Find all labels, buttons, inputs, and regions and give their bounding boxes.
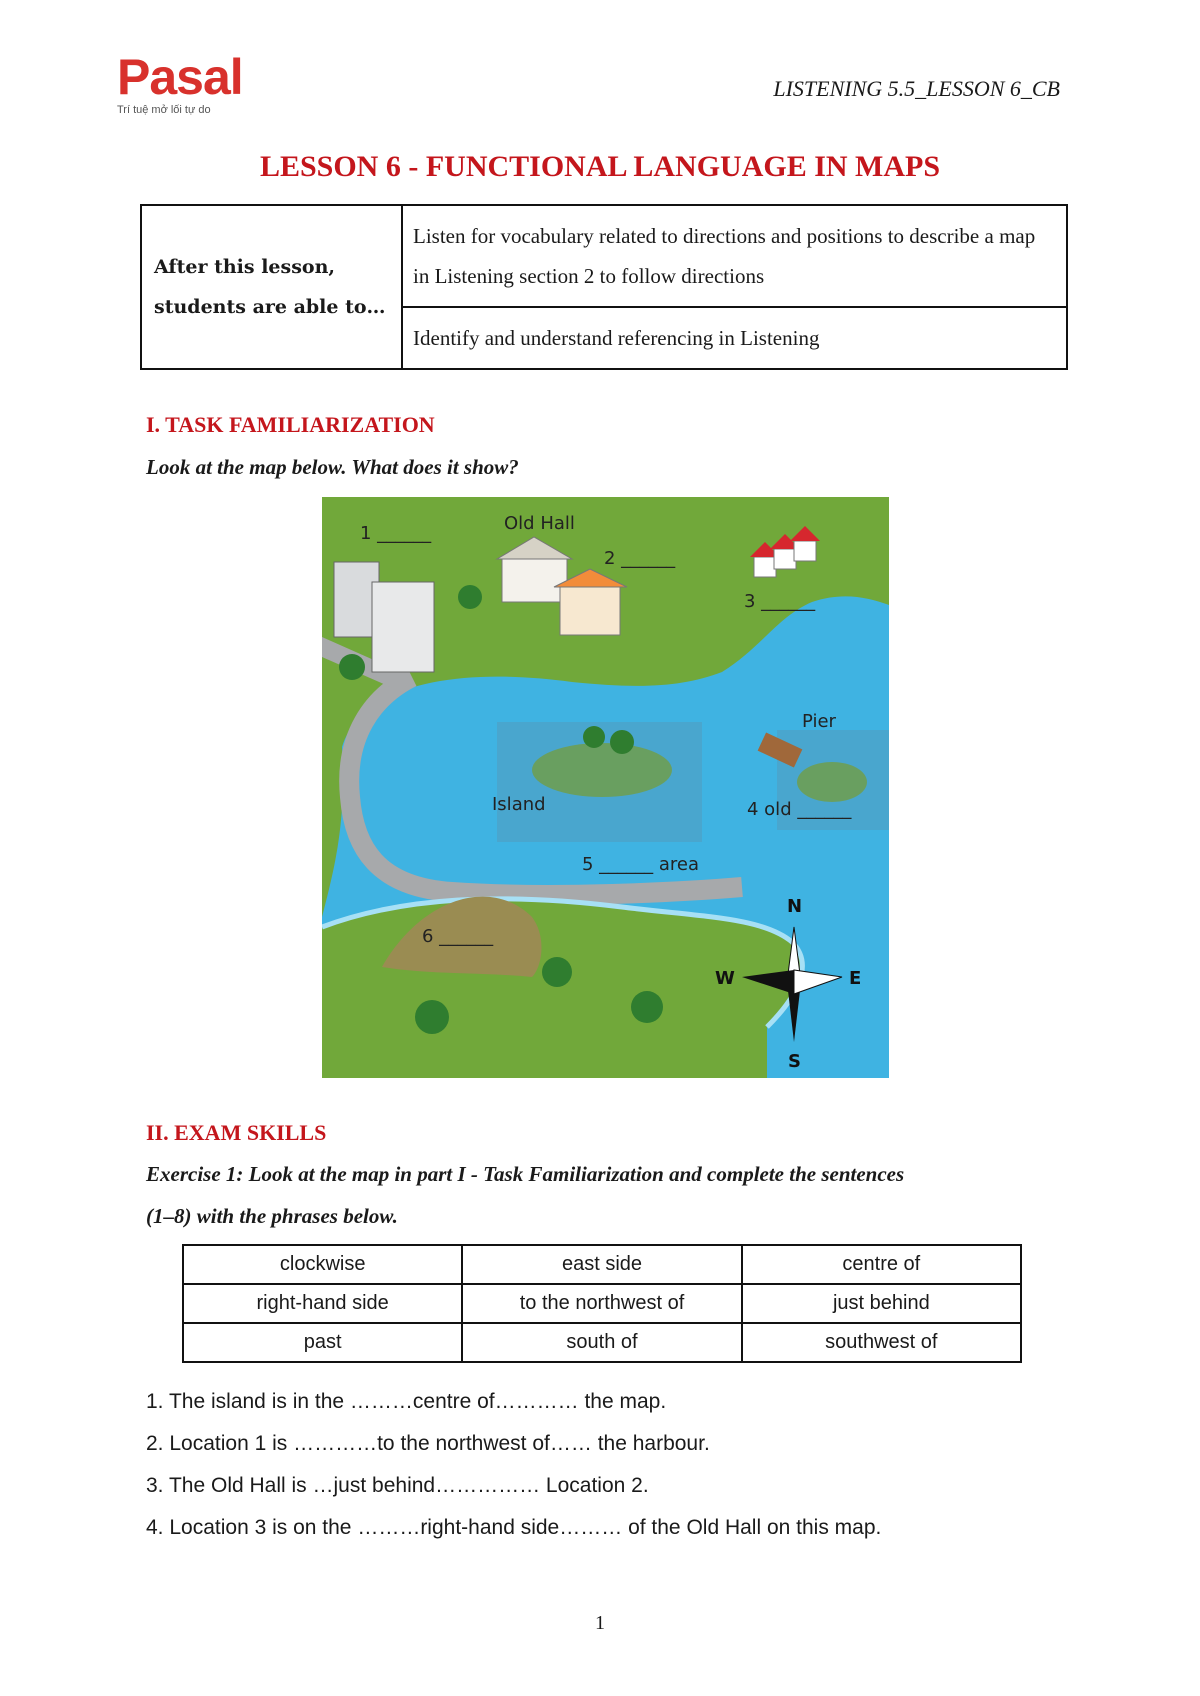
objective-item: Listen for vocabulary related to directions and positions to describe a map in Listening section 2 to follow directions bbox=[402, 205, 1067, 307]
phrase-cell: to the northwest of bbox=[462, 1284, 741, 1323]
compass-n: N bbox=[787, 896, 803, 917]
sentence-4: 4. Location 3 is on the ………right-hand side……… of the Old Hall on this map. bbox=[146, 1516, 882, 1539]
phrase-cell: east side bbox=[462, 1245, 741, 1284]
phrase-cell: just behind bbox=[742, 1284, 1021, 1323]
phrases-table bbox=[182, 1244, 1022, 1363]
logo-tagline: Trí tuệ mở lối tự do bbox=[117, 104, 211, 116]
map-label-old-hall: Old Hall bbox=[504, 513, 575, 534]
objectives-lead: After this lesson, students are able to… bbox=[141, 205, 402, 369]
lesson-title: LESSON 6 - FUNCTIONAL LANGUAGE IN MAPS bbox=[259, 150, 941, 183]
objective-item: Identify and understand referencing in Listening bbox=[402, 307, 1067, 369]
orange-building bbox=[560, 585, 620, 635]
map-label-1: 1 ______ bbox=[360, 523, 432, 544]
map-illustration bbox=[322, 497, 889, 1078]
exercise-instruction-line2: (1–8) with the phrases below. bbox=[146, 1204, 398, 1228]
phrase-cell: centre of bbox=[742, 1245, 1021, 1284]
map-label-5: 5 ______ area bbox=[582, 854, 700, 875]
phrase-cell: past bbox=[183, 1323, 462, 1362]
phrases-row bbox=[183, 1245, 1021, 1284]
compass-w: W bbox=[715, 968, 735, 989]
phrase-cell: south of bbox=[462, 1323, 741, 1362]
map-label-3: 3 ______ bbox=[744, 591, 816, 612]
section-task-familiarization: I. TASK FAMILIARIZATION bbox=[146, 412, 435, 437]
section-exam-skills: II. EXAM SKILLS bbox=[146, 1120, 327, 1145]
map-label-island: Island bbox=[492, 794, 546, 815]
office-building bbox=[372, 582, 434, 672]
phrases-row bbox=[183, 1284, 1021, 1323]
phrase-cell: southwest of bbox=[742, 1323, 1021, 1362]
sentence-2: 2. Location 1 is …………to the northwest of…… the harbour. bbox=[146, 1432, 710, 1455]
page-number: 1 bbox=[595, 1612, 605, 1634]
map-question: Look at the map below. What does it show? bbox=[146, 455, 519, 479]
phrase-cell: right-hand side bbox=[183, 1284, 462, 1323]
map-label-pier: Pier bbox=[802, 711, 836, 732]
map-label-2: 2 ______ bbox=[604, 548, 676, 569]
logo-word: Pasal bbox=[117, 49, 243, 105]
old-hall bbox=[502, 557, 567, 602]
sentence-3: 3. The Old Hall is …just behind…………… Location 2. bbox=[146, 1474, 649, 1497]
exercise-instruction-line1: Exercise 1: Look at the map in part I - Task Familiarization and complete the sentences bbox=[146, 1162, 905, 1186]
pasal-logo bbox=[117, 49, 257, 116]
objectives-table bbox=[140, 204, 1068, 370]
compass-e: E bbox=[849, 968, 862, 989]
phrases-row bbox=[183, 1323, 1021, 1362]
document-code: LISTENING 5.5_LESSON 6_CB bbox=[773, 76, 1060, 101]
compass-s: S bbox=[788, 1051, 801, 1072]
map-label-4: 4 old ______ bbox=[747, 799, 852, 820]
phrase-cell: clockwise bbox=[183, 1245, 462, 1284]
sentence-1: 1. The island is in the ………centre of………… the map. bbox=[146, 1390, 667, 1413]
map-label-6: 6 ______ bbox=[422, 926, 494, 947]
